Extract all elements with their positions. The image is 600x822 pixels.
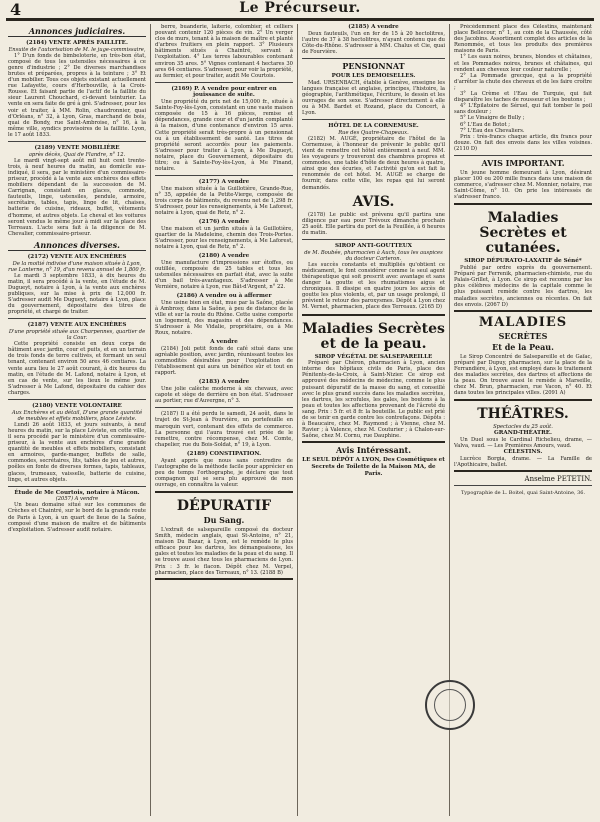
cosmetics-item: 7° L'Eau des Chevaliers. <box>460 127 525 134</box>
library-stamp-icon <box>425 680 475 730</box>
avis-interessant-title: Avis Intéressant. <box>336 445 411 456</box>
ad-item <box>155 179 293 216</box>
ad-sub: D'une propriété située aux Charpennes, quartier de la Cour. <box>8 328 146 342</box>
ad-sub: POUR LES DEMOISELLES. <box>331 72 416 79</box>
grand-theatre-title: GRAND-THÉATRE. <box>494 430 552 437</box>
ad-item <box>8 254 146 315</box>
column-divider <box>150 24 151 816</box>
ad-head: (2186) A vendre ou à affermer <box>176 293 272 300</box>
divider <box>8 486 146 487</box>
avis-body: (2178) Le public est prévenu qu'il partira une diligence par eau pour Trévoux dimanche prochain 25 août. Elle partira du port de la Feuillée, à 6 heures du matin. <box>302 211 445 236</box>
ad-head: (2180) VENTE VOLONTAIRE <box>32 402 122 409</box>
ad-sub: Rue des Quatre-Chapeaux. <box>338 129 409 136</box>
column-4 <box>454 24 592 814</box>
ad-head: HÔTEL DE LA CORNEMUSE. <box>328 123 419 130</box>
sirop-depurato-head: SIROP DÉPURATO-LAXATIF de Séné* <box>464 258 582 265</box>
depuratif-ad <box>155 491 293 580</box>
ad-item <box>155 219 293 250</box>
celestins-title: CÉLESTINS. <box>503 449 543 456</box>
divider <box>302 239 445 240</box>
ad-body: (2182) M. AUGÉ, propriétaire de l'hôtel de la Cornemuse, à l'honneur de prévenir le public qu'il vient de remettre cet hôtel entièrement à neuf. MM. les voyageurs y trouveront des chambres propres et commodes, une table d'hôte de deux heures à quatre, ainsi que des écuries, et l'activité qu'on est fait la renommée de cet hôtel. M. AUGÉ se charge de fournir, dans cette ville, les repas qui lui seront demandés. <box>302 135 445 191</box>
divider <box>8 141 146 142</box>
maladies-head: SIROP VÉGÉTAL DE SALSEPAREILLE <box>314 353 433 360</box>
ad-body: (2184) Joli petit fonds de café situé dans une agréable position, avec jardin, réunissant toutes les commodités désirables pour l'exploitation de l'établissement qui aura un bénéfice sûr et tout en rapport. <box>155 346 293 377</box>
ad-item <box>8 145 146 237</box>
column-2 <box>155 24 293 814</box>
divider <box>8 318 146 319</box>
ad-sub: après décès, Quai de Flandre, n° 12. <box>28 151 126 158</box>
masthead-rule <box>6 20 594 21</box>
ad-body: Ayant appris que nous sans contredire de l'autographe de la méthode facile pour apprécier en peu de temps l'orthographe, je déclare que tout compagnon qui se sera plu approuvé de mon ouvrage, en connaîtra la valeur. <box>155 457 293 488</box>
divider <box>454 155 592 156</box>
ad-body: berre, buanderie, laiterie, colombier, et celliers pouvant contenir 120 pièces de vin. 2° Un verger clos de murs, tenant à la maison de maître et planté d'arbres fruitiers en plein rapport. 3° Plusieurs bâtiments situés à Chaintré, servant à l'exploitation. 4° Les terres labourables contenant environ 35 ares. 5° Vignes contenant 4 hectares 30 ares 64 centiares. S'adresser, pour voir la propriété, au fermier, et pour traiter, audit Me Courtois. <box>155 24 293 79</box>
ad-sub: Aux Enchères et au détail, D'une grande quantité de meubles et effets mobiliers, place Léviste. <box>11 409 143 422</box>
maladies-body: Préparé par Chéron, pharmacien à Lyon, ancien interne des hôpitaux civils de Paris, place des Pénitents-de-la-Croix, à Saint-Nizier. Ce sirop est approuvé des médecins de médecine, comme le plus puissant dépuratif de la masse du sang, et conseillé avec le plus grand succès dans les maladies secrètes, les dartres, les scrofules, les gales, les boutons à la peau et toutes les affections provenant de l'âcreté du sang. Prix : 5 fr. et 8 fr. la bouteille. Le public est prié de se tenir en garde contre les contrefaçons. Dépôts : à Beaucaire, chez M. Raymond ; à Vienne, chez M. Ravier ; à Valence, chez M. Couturier ; à Chalon-sur-Saône, chez M. Cornu, rue Dauphine. <box>302 360 445 440</box>
ad-body: Une jolie calèche moderne à six chevaux, avec capote et siège de derrière en bon état. S'adresser au portier, rue d'Auvergne, n° 3. <box>155 386 293 405</box>
ad-item <box>302 62 445 116</box>
cosmetics-item: 2° La Pommade grecque, qui a la propriété d'arrêter la chute des cheveux et de les faire croître ; <box>454 72 592 91</box>
page-number: 4 <box>10 0 22 19</box>
ad-body: Mad. URSENBACH, établie à Genève, enseigne les langues française et anglaise, principes, l'histoire, la géographie, l'arithmétique, l'écriture, le dessin et les ouvrages de son sexe. S'adresser directement à elle ou à MM. Bardet et Rozand, place du Concert, à Lyon. <box>302 79 445 117</box>
avis-important-title: AVIS IMPORTANT. <box>481 157 565 168</box>
ad-sub: Ensuite de l'autorisation de M. le juge-commissaire, <box>8 46 146 53</box>
ad-item <box>155 379 293 404</box>
ad-body: (2187) Il a été perdu le samedi, 24 août, dans le trajet de St-Jean à Fourvière, un portefeuille en maroquin vert, contenant des effets de commerce. La personne qui l'aura trouvé est priée de le remettre, contre récompense, chez M. Comte, chapelier, rue du Bois-Soldat, n° 19, à Lyon. <box>155 411 293 448</box>
column-3 <box>302 24 445 814</box>
cosmetics-price: Prix : très-francs chaque article, dix francs pour douze. On fait des envois dans les villes voisines. (2110 D) <box>454 133 592 152</box>
avis-interessant-body: LE SEUL DÉPÔT A LYON, Des Cosmétiques et Secrets de Toilette de la Maison MA, de Paris. <box>302 457 445 477</box>
masthead <box>6 0 594 20</box>
ad-body: Le mardi vingt-sept août mil huit cent trente-trois, à neuf heures du matin, au domicile sus-indiqué, il sera, par le ministère d'un commissaire-priseur, procédé à la vente aux enchères des effets mobiliers dépendant de la succession de M. Carrignan, consistant en glaces, commode, fauteuils, linge, ustensiles, pendule, armoire, secrétaire, tables, tapis, linge de lit, chaises, batterie de cuisine, rideaux, buffet, vêtements d'homme, et autres objets. Le cheval et les voitures seront vendus le même jour à midi sur la place des Terreaux. L'acte sera fait à la diligence de M. Chevalier, commissaire-priseur. <box>8 157 146 237</box>
maladies-deco-sub1: SECRÈTES <box>498 330 548 341</box>
ad-sub: De la moitié indivise d'une maison située à Lyon, rue Lanterne, n° 19, d'un revenu annuel de 1,800 fr. <box>8 260 146 273</box>
ad-item <box>302 123 445 191</box>
concentre-body: Le Sirop Concentré de Salsepareille et de Gaïac, préparé par Dupuy, pharmacien, sur la place de la Ferrandière, à Lyon, est employé dans le traitement des maladies secrètes, des dartres et affections de la peau. On trouve aussi le remède à Marseille, chez M. Brun, pharmacien, rue Vacon, n° 40. Et dans toutes les principales villes. (2091 A) <box>454 353 592 397</box>
ad-item <box>302 24 445 55</box>
sirop-head: SIROP ANTI-GOUTTEUX <box>334 243 413 250</box>
depuratif-subtitle: Du Sang. <box>203 514 245 525</box>
ad-head: (2180) A vendre <box>198 253 250 260</box>
ad-body: Cette propriété consiste en deux corps de bâtiment avec jardin, cour et puits, et en un terrain de trois fonds de terre cultivés, et formant un seul tenant, contenant environ 50 ares 46 centiares. La vente aura lieu le 27 août courant, à dix heures du matin, en l'étude de M. Lafond, notaire à Lyon, et en cas de vente, sur les lieux le même jour. S'adresser à Me Lafond, dépositaire du cahier des charges. <box>8 341 146 396</box>
stamp-inner-ring <box>434 689 466 721</box>
ad-head: (2177) A vendre <box>198 179 250 186</box>
ad-body: Un beau domaine situé sur les communes de Crèches et Chaintré, sur le bord de la grande route de Paris à Lyon, à un quart de lieue de la Saône, composé d'une maison de maître et de bâtiments d'exploitation. S'adresser audit notaire. <box>8 502 146 533</box>
ad-item <box>8 322 146 396</box>
ad-head: (2187) VENTE AUX ENCHÈRES <box>27 322 127 329</box>
theatres-box <box>454 399 592 472</box>
ad-body: Une maison et un jardin situés à la Guillotière, quartier de la Madeleine, chemin des Trois-Portes. S'adresser, pour les renseignements, à Me Laforest, notaire à Lyon, quai de Retz, n° 2. <box>155 225 293 251</box>
newspaper-title: Le Précurseur. <box>239 0 361 16</box>
depuratif-title: DÉPURATIF <box>176 497 272 514</box>
ad-item <box>155 293 293 336</box>
divider <box>302 119 445 120</box>
cosmetics-intro: Précédemment place des Célestins, maintenant place Bellecour, n° 1, au coin de la Chaussée, côté des Jacobins. Assortiment complet des articles de la Renommée, et tous les produits des premières maisons de Paris. <box>454 24 592 55</box>
ad-item <box>8 403 146 483</box>
maladies-cutanees-ad <box>454 203 592 311</box>
column-divider <box>297 24 298 816</box>
maladies-deco-sub2: Et de la Peau. <box>492 341 554 352</box>
sirop-sub: de M. Boubée, pharmacien à Auch, tous les auspices du docteur Carteron. <box>304 249 443 262</box>
ad-head: (2189) VENTE MOBILIÈRE <box>34 145 120 151</box>
divider <box>155 82 293 83</box>
depuratif-body: L'extrait de salsepareille composé du docteur Smith, médecin anglais, quai St-Antoine, n° 21, maison Du Bazar, à Lyon, est le remède le plus efficace pour les dartres, les démangeaisons, les gales et toutes les maladies de la peau et du sang. Il se trouve aussi chez tous les pharmaciens de Lyon. Prix : 3 fr. le flacon. Dépôt chez M. Verpel, pharmacien, place des Terreaux, n° 13. (2188 B) <box>155 526 293 576</box>
ad-item <box>8 40 146 138</box>
maladies-deco-title: MALADIES <box>478 314 568 330</box>
divider <box>155 175 293 176</box>
ad-sub: (2057) A vendre <box>55 496 99 503</box>
maladies-ad <box>302 314 445 444</box>
gerant-signature: Anselme PETETIN. <box>524 475 592 483</box>
theatres-title: THÉÂTRES. <box>477 406 569 423</box>
avis-important-body: Un jeune homme demeurant à Lyon, désirant placer 100 ou 200 mille francs dans une maison de commerce, s'adresser chez M. Monnier, notaire, rue Saint-Côme, n° 10. On prie les intéressés de s'adresser franco. <box>454 169 592 201</box>
cosmetics-item: 6° L'Eau de Botot ; <box>460 121 510 128</box>
ad-body: 1° D'un fonds de bimbeloterie, en très-bon état, composé de tous les ustensiles nécessaires à ce genre d'industrie ; 2° De diverses marchandises brutes et préparées, propres à la teinture ; 3° Et d'un mobilier. Tous ces objets existant actuellement rue Lafayette, cours d'Herbouville, à la Croix-Rousse. Et faisant partie de l'actif de la faillite du sieur Laurent Chouchard, ci-devant teinturier. La vente en sera faite de gré à gré. S'adresser, pour les voir et traiter, à MM. Rolin, chaudronnier, quai d'Orléans, n° 32, à Lyon, Gras, marchand de bois, quai de Bondy, rue Saint-Ambroise, n° 16, à la même ville, syndics provisoires de la faillite. Lyon, le 17 août 1833. <box>8 52 146 138</box>
ad-head: (2183) A vendre <box>198 379 250 386</box>
ad-head: (2169) P. A vendre pour entrer en jouissance de suite. <box>171 85 277 99</box>
ad-body: Une propriété du prix net de 15,000 fr., située à Sainte-Foy-lès-Lyon, consistant en une vaste maison composée de 15 à 16 pièces, remise et dépendances, grande cour et d'un jardin complanté à la maison, d'une contenance d'environ 15 ares. Cette propriété serait très-propre à un pensionnat ou à un établissement de santé. Les titres de propriété seront accordés pour les paiements. S'adresser pour traiter à Lyon, à Me Dugueyt, notaire, place du Gouvernement, dépositaire du titre; ou à Sainte-Foy-lès-Lyon, à Me Finand, notaire. <box>155 99 293 173</box>
ad-head: (2172) VENTE AUX ENCHÈRES <box>27 253 127 260</box>
section-title-various: Annonces diverses. <box>8 240 146 251</box>
ad-head: Étude de Me Courtois, notaire à Mâcon. <box>14 489 140 496</box>
divider <box>302 58 445 59</box>
ad-body: Lundi 26 août 1833, et jours suivants, à neuf heures du matin, sur la place Léviste, en cette ville, il sera procédé par le ministère d'un commissaire-priseur, à la vente aux enchères d'une grande quantité de meubles et effets mobiliers, consistant en armoires, garde-manger, buffets de salle, commodes, secrétaires, lits, tables de jeu et autres, poêles en fonte de diverses formes, tapis, tableaux, glaces, trumeaux, vaisselle, batterie de cuisine, linge, et autres objets. <box>8 421 146 483</box>
cosmetics-item: 5° Le Vinaigre de Bully ; <box>460 115 525 122</box>
imprint: Typographie de L. Boitel, quai Saint-Antoine, 36. <box>460 490 586 497</box>
ad-head: (2189) CONSTIPATION. <box>186 450 262 457</box>
ad-item <box>8 490 146 533</box>
ad-body: Une usine bien en état, mue par la Saône, placée à Ambrosy, dans la Saône, à peu de distance de la ville et sur la route du Rhône. Cette usine comporte un logement, des magasins et des dépendances. S'adresser à Me Vidalie, propriétaire, ou à Me Roux, notaire. <box>155 299 293 337</box>
divider <box>454 485 592 486</box>
theatres-date: Spectacles du 25 août. <box>493 424 553 431</box>
ad-item <box>155 24 293 79</box>
section-title-judicial: Annonces judiciaires. <box>8 26 146 37</box>
ad-body: Une maison située à la Guillotière, Grande-Rue, n° 35, appelée de la Petite-Vierge, composée de trois corps de bâtiments, du revenu net de 1,298 fr. S'adresser, pour les renseignements, à Me Laforest, notaire à Lyon, quai de Retz, n° 2. <box>155 185 293 217</box>
ad-body: Deux fauteuils, l'un en fer de 15 à 20 hectolitres, l'autre de 37 à 38 hectolitres, n'ayant contenu que du Côte-du-Rhône. S'adresser à MM. Chalus et Cie, quai de Fourvière. <box>302 30 445 55</box>
ad-head: (2176) A vendre <box>198 219 250 226</box>
divider <box>155 407 293 408</box>
ad-head: A vendre <box>210 339 238 346</box>
maladies-cutanees-title: Maladies Secrètes et cutanées. <box>479 210 567 257</box>
ad-head: (2184) VENTE APRÈS FAILLITE. <box>26 40 128 46</box>
ad-item <box>155 253 293 290</box>
maladies-title: Maladies Secrètes et de la peau. <box>302 320 445 352</box>
grand-theatre-program: Un Duel sous le Cardinal Richelieu, drame, — Valva, vaud. — Les Premières Amours, vaud. <box>454 437 592 450</box>
cosmetics-item: 3° La Crème et l'Eau de Turquie, qui fait disparaître les taches de rousseur et les boutons ; <box>454 91 592 104</box>
celestins-program: Lucrèce Borgia, drame. — La Famille de l'Apothicaire, ballet. <box>454 455 592 468</box>
ad-item <box>155 86 293 172</box>
avis-title: AVIS. <box>352 193 395 210</box>
sirop-body: Les succès constants et multipliés qu'obtient ce médicament, le font considérer comme le seul agent thérapeutique qui soit prescrit avec avantage et sans danger la goutte et les rhumatismes aigus et chroniques. Il dissipe en quatre jours les accès de goutte les plus violents, et, par un usage prolongé, il prévient le retour des paroxysmes. Dépôt à Lyon chez M. Vernet, pharmacien, place des Terreaux. (2165 D) <box>302 261 445 311</box>
ad-head: (2185) A vendre <box>348 24 399 30</box>
column-1 <box>8 24 146 814</box>
cosmetics-item: 4° L'Épilatoire de Séruel, qui fait tomber le poil sans douleur ; <box>454 103 592 116</box>
ad-item <box>155 339 293 376</box>
ad-body: Le mardi 3 septembre 1833, à dix heures du matin, il sera procédé à la vente, en l'étude de M. Dugueyt, notaire à Lyon, à la vente aux enchères publiques, sur la mise à prix de 12,000 fr. S'adresser audit Me Dugueyt, notaire à Lyon, place du gouvernement, dépositaire des titres de propriété, et chargé de traiter. <box>8 272 146 316</box>
ad-head: PENSIONNAT <box>342 60 405 71</box>
ad-item <box>155 451 293 488</box>
ad-item <box>155 411 293 448</box>
sirop-depurato-body: Publié par ordre exprès du gouvernement. Préparé par Ferrenik, pharmacien-chimiste, rue du Palais-Grillet, à Lyon. Ce sirop est reconnu par les plus célèbres médecins de la capitale comme le plus puissant remède contre les dartres, les maladies secrètes, anciennes ou récentes. On fait des envois. (2067 D) <box>454 265 592 308</box>
divider <box>8 399 146 400</box>
ad-body: Une manufacture d'impressions sur étoffes, ou outillée, composée de 25 tables et tous les ustensiles nécessaires en parfait état, avec la suite d'un bail très-avantageux. S'adresser à Me Vernière, notaire à Lyon, rue Bât-d'Argent, n° 22. <box>155 259 293 291</box>
cosmetics-item: 1° Les eaux noires, brunes, blondes et châtaines, et les Pommades noires, brunes et châtaines, qui rendent aux cheveux leur couleur naturelle ; <box>454 54 592 73</box>
